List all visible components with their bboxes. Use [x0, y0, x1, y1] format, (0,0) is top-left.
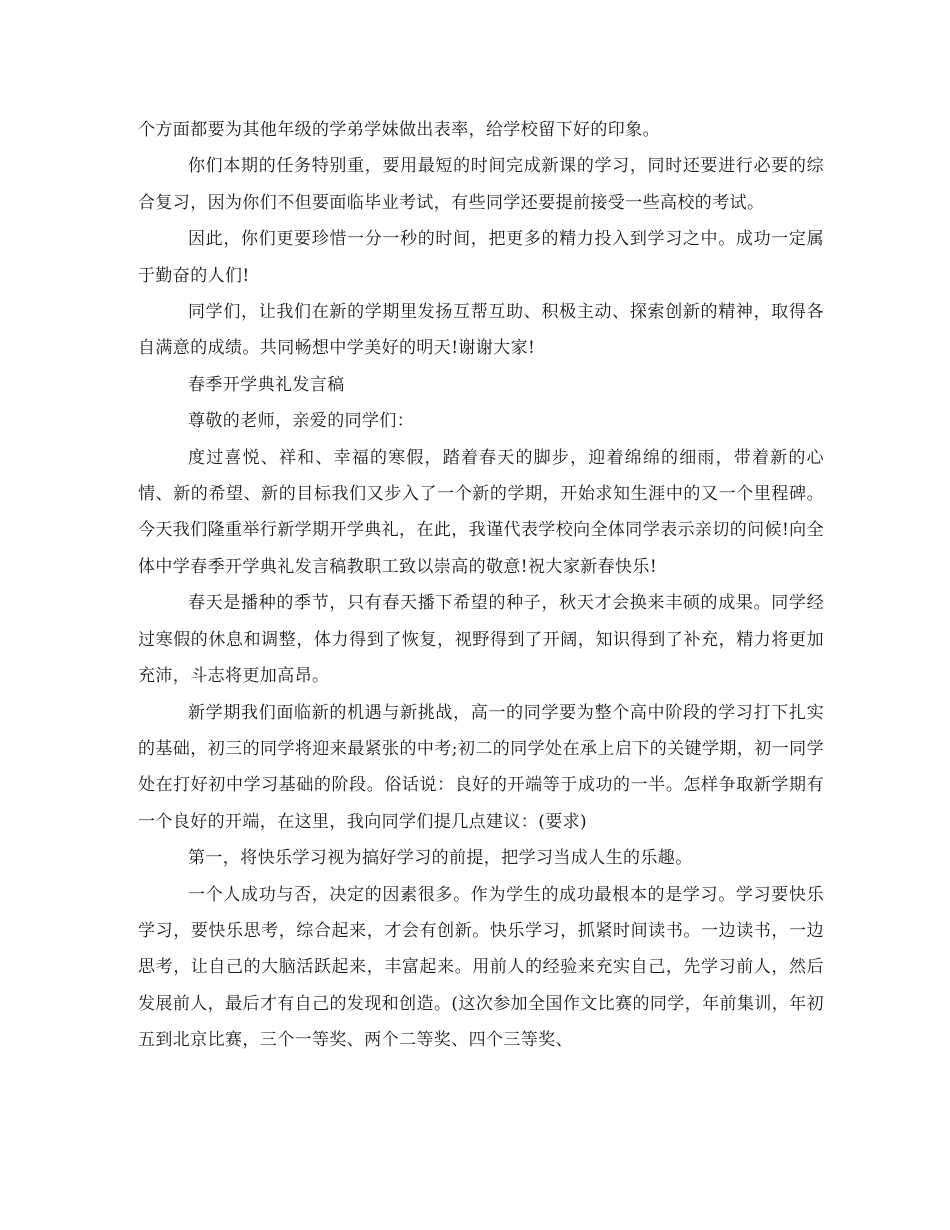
- paragraph-11: 一个人成功与否，决定的因素很多。作为学生的成功最根本的是学习。学习要快乐学习，要快乐思考，综合起来，才会有创新。快乐学习，抓紧时间读书。一边读书，一边思考，让自己的大脑活跃起来，丰富起来。用前人的经验来充实自己，先学习前人，然后发展前人，最后才有自己的发现和创造。(这次参加全国作文比赛的同学，年前集训，年初五到北京比赛，三个一等奖、两个二等奖、四个三等奖、: [138, 884, 824, 1051]
- paragraph-8: 春天是播种的季节，只有春天播下希望的种子，秋天才会换来丰硕的成果。同学经过寒假的休息和调整，体力得到了恢复，视野得到了开阔，知识得到了补充，精力将更加充沛，斗志将更加高昂。: [138, 593, 824, 687]
- salutation: 尊敬的老师，亲爱的同学们：: [188, 411, 415, 432]
- paragraph-2: 你们本期的任务特别重，要用最短的时间完成新课的学习，同时还要进行必要的综合复习，因为你们不但要面临毕业考试，有些同学还要提前接受一些高校的考试。: [138, 156, 824, 213]
- paragraph-4: 同学们，让我们在新的学期里发扬互帮互助、积极主动、探索创新的精神，取得各自满意的成绩。共同畅想中学美好的明天!谢谢大家!: [138, 302, 824, 359]
- paragraph-10: 第一，将快乐学习视为搞好学习的前提，把学习当成人生的乐趣。: [188, 848, 693, 869]
- paragraph-1: 个方面都要为其他年级的学弟学妹做出表率，给学校留下好的印象。: [138, 120, 660, 140]
- document-body: [138, 112, 824, 1059]
- paragraph-7: 度过喜悦、祥和、幸福的寒假，踏着春天的脚步，迎着绵绵的细雨，带着新的心情、新的希望、新的目标我们又步入了一个新的学期，开始求知生涯中的又一个里程碑。今天我们隆重举行新学期开学典礼，在此，我谨代表学校向全体同学表示亲切的问候!向全体中学春季开学典礼发言稿教职工致以崇高的敬意!祝大家新春快乐!: [138, 447, 824, 577]
- paragraph-3: 因此，你们更要珍惜一分一秒的时间，把更多的精力投入到学习之中。成功一定属于勤奋的人们!: [138, 229, 824, 286]
- speech-title: 春季开学典礼发言稿: [188, 374, 345, 395]
- paragraph-9: 新学期我们面临新的机遇与新挑战，高一的同学要为整个高中阶段的学习打下扎实的基础，初三的同学将迎来最紧张的中考;初二的同学处在承上启下的关键学期，初一同学处在打好初中学习基础的阶段。俗话说：良好的开端等于成功的一半。怎样争取新学期有一个良好的开端，在这里，我向同学们提几点建议：(要求): [138, 702, 824, 832]
